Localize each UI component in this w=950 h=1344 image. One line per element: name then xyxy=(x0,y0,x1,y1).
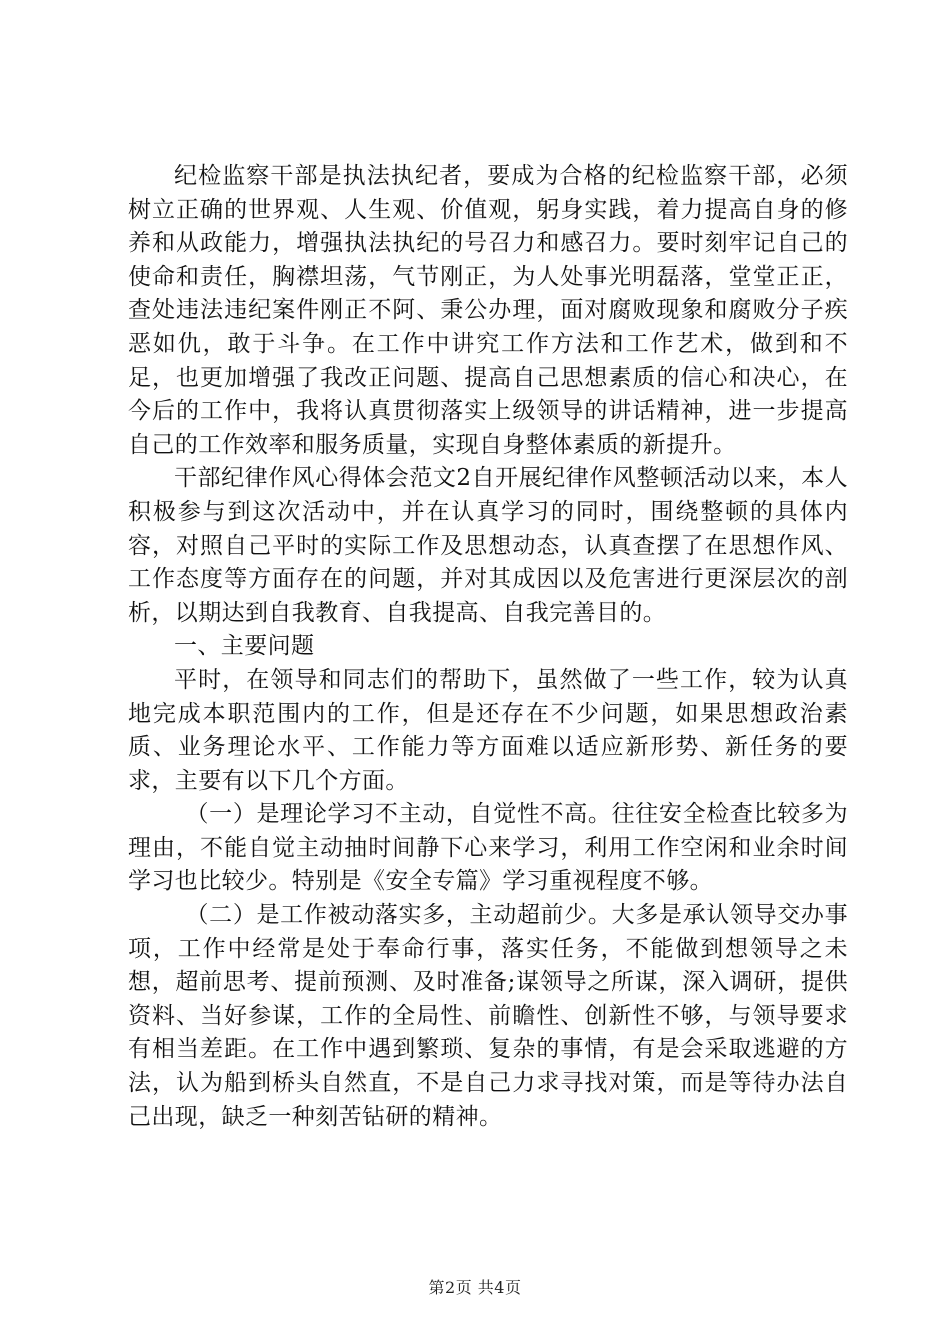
page-number-footer: 第2页 共4页 xyxy=(428,1278,522,1297)
document-body xyxy=(128,160,848,1134)
paragraph-problem-one: （一）是理论学习不主动，自觉性不高。往往安全检查比较多为理由，不能自觉主动抽时间静下心来学习，利用工作空闲和业余时间学习也比较少。特别是《安全专篇》学习重视程度不够。 xyxy=(128,801,848,895)
paragraph-problems-overview: 平时，在领导和同志们的帮助下，虽然做了一些工作，较为认真地完成本职范围内的工作，但是还存在不少问题，如果思想政治素质、业务理论水平、工作能力等方面难以适应新形势、新任务的要求，主要有以下几个方面。 xyxy=(128,666,848,794)
paragraph-cadre-duty: 纪检监察干部是执法执纪者，要成为合格的纪检监察干部，必须树立正确的世界观、人生观、价值观，躬身实践，着力提高自身的修养和从政能力，增强执法执纪的号召力和感召力。要时刻牢记自己的使命和责任，胸襟坦荡，气节刚正，为人处事光明磊落，堂堂正正，查处违法违纪案件刚正不阿、秉公办理，面对腐败现象和腐败分子疾恶如仇，敢于斗争。在工作中讲究工作方法和工作艺术，做到和不足，也更加增强了我改正问题、提高自己思想素质的信心和决心，在今后的工作中，我将认真贯彻落实上级领导的讲话精神，进一步提高自己的工作效率和服务质量，实现自身整体素质的新提升。 xyxy=(128,163,848,458)
section-heading-main-problems: 一、主要问题 xyxy=(174,633,315,660)
paragraph-problem-two: （二）是工作被动落实多，主动超前少。大多是承认领导交办事项，工作中经常是处于奉命行事，落实任务，不能做到想领导之未想，超前思考、提前预测、及时准备;谋领导之所谋，深入调研，提供资料、当好参谋，工作的全局性、前瞻性、创新性不够，与领导要求有相当差距。在工作中遇到繁琐、复杂的事情，有是会采取逃避的方法，认为船到桥头自然直，不是自己力求寻找对策，而是等待办法自己出现，缺乏一种刻苦钻研的精神。 xyxy=(128,902,848,1130)
paragraph-sample-essay-intro: 干部纪律作风心得体会范文2自开展纪律作风整顿活动以来，本人积极参与到这次活动中，并在认真学习的同时，围绕整顿的具体内容，对照自己平时的实际工作及思想动态，认真查摆了在思想作风、工作态度等方面存在的问题，并对其成因以及危害进行更深层次的剖析，以期达到自我教育、自我提高、自我完善目的。 xyxy=(128,465,848,626)
